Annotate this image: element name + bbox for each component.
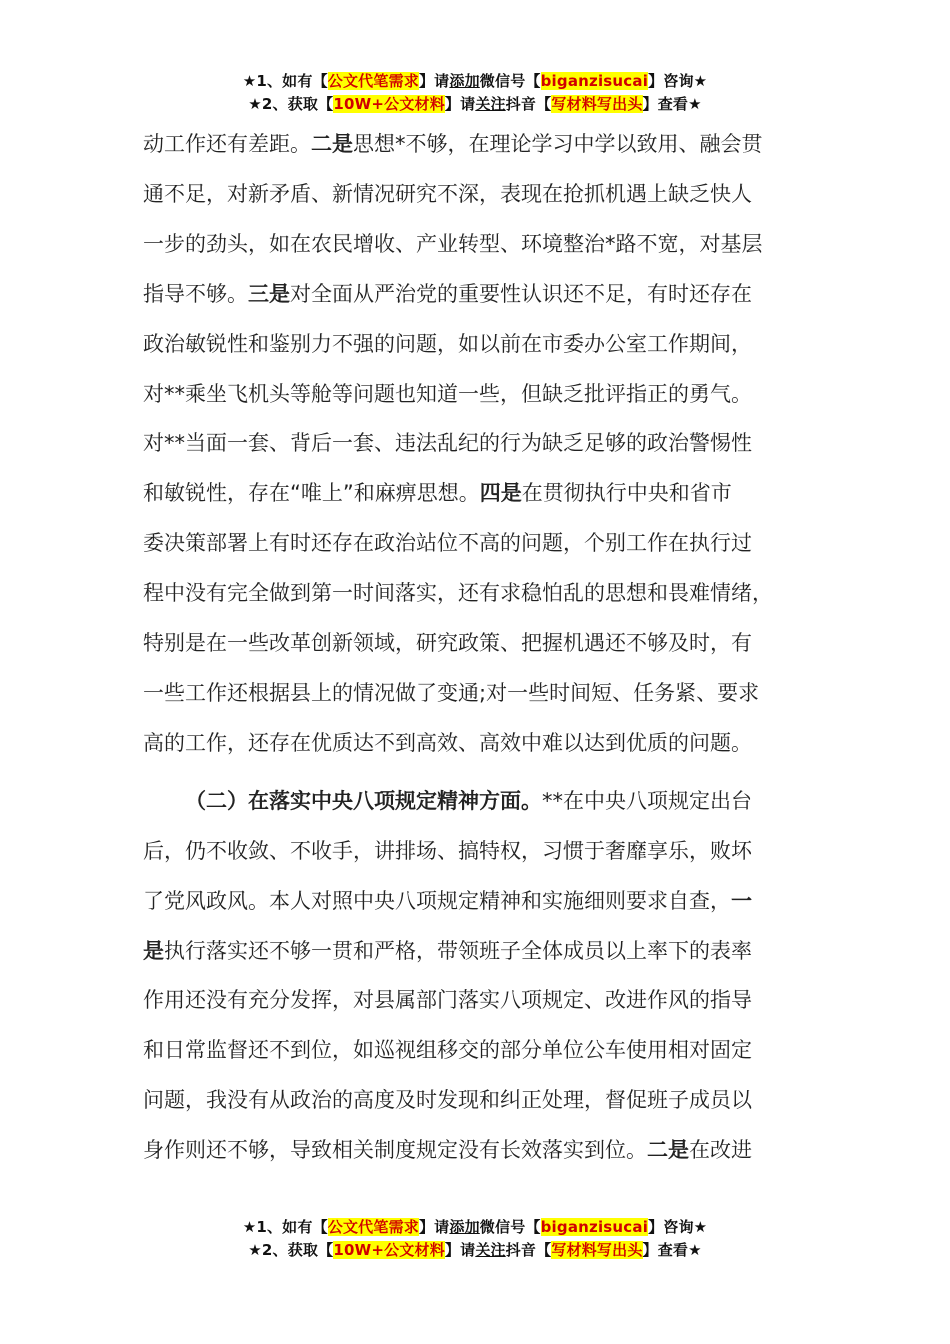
text-run: 了党风政风。本人对照中央八项规定精神和实施细则要求自查， — [143, 888, 731, 913]
banner-highlight: 公文代笔需求 — [327, 72, 419, 90]
text-run: 思想*不够，在理论学习中学以致用、融会贯 — [353, 132, 763, 156]
banner-highlight: 公文代笔需求 — [327, 1218, 419, 1236]
banner-highlight: 10W+公文材料 — [333, 95, 445, 113]
text-run: 在改进 — [689, 1138, 752, 1163]
text-line: 对**乘坐飞机头等舱等问题也知道一些，但缺乏批评指正的勇气。 — [143, 381, 752, 406]
text-line: 和日常监督还不到位，如巡视组移交的部分单位公车使用相对固定 — [143, 1038, 752, 1063]
text-line: 一些工作还根据县上的情况做了变通;对一些时间短、任务紧、要求 — [143, 680, 760, 705]
banner-highlight: 写材料写出头 — [551, 95, 643, 113]
text-line — [143, 777, 823, 827]
text-line: 后，仍不收敛、不收手，讲排场、搞特权，习惯于奢靡享乐，败坏 — [143, 838, 752, 863]
text-line: 政治敏锐性和鉴别力不强的问题，如以前在市委办公室工作期间， — [143, 331, 752, 356]
banner-text: ★2、获取【 — [248, 95, 334, 113]
banner-highlight: 10W+公文材料 — [333, 1241, 445, 1259]
banner-underlined: 添加 — [449, 1218, 480, 1236]
text-run: **在中央八项规定出台 — [542, 788, 752, 813]
text-line: 通不足，对新矛盾、新情况研究不深，表现在抢抓机遇上缺乏快人 — [143, 181, 752, 206]
banner-text: 】请 — [418, 1218, 450, 1236]
banner-text: 抖音【 — [505, 1241, 552, 1259]
banner-text: 】请 — [444, 95, 476, 113]
banner-text: 】查看★ — [642, 95, 702, 113]
text-line — [143, 1126, 823, 1176]
banner-line-2 — [0, 93, 950, 116]
banner-text: 】请 — [418, 72, 450, 90]
text-line — [143, 877, 823, 927]
text-line — [143, 927, 823, 977]
bold-run: 一 — [731, 888, 752, 913]
banner-underlined: 关注 — [475, 95, 506, 113]
banner-text: 】咨询★ — [648, 72, 708, 90]
paragraph-2 — [143, 777, 823, 1176]
banner-highlight: 写材料写出头 — [551, 1241, 643, 1259]
banner-underlined: 关注 — [475, 1241, 506, 1259]
text-run: 指导不够。 — [143, 281, 248, 306]
paragraph-1 — [143, 120, 823, 769]
banner-highlight: biganzisucai — [540, 72, 649, 90]
banner-text: 微信号【 — [479, 72, 541, 90]
bold-run: 四是 — [479, 481, 522, 506]
text-run: 身作则还不够，导致相关制度规定没有长效落实到位。 — [143, 1138, 647, 1163]
header-banner — [0, 70, 950, 116]
banner-text: 】查看★ — [642, 1241, 702, 1259]
text-line — [143, 270, 823, 320]
banner-text: 】请 — [444, 1241, 476, 1259]
bold-run: 是 — [143, 938, 164, 963]
text-line: 委决策部署上有时还存在政治站位不高的问题，个别工作在执行过 — [143, 531, 752, 556]
text-line: 特别是在一些改革创新领域，研究政策、把握机遇还不够及时，有 — [143, 631, 752, 656]
footer-banner — [0, 1216, 950, 1262]
bold-run: 二是 — [647, 1138, 689, 1163]
banner-text: ★1、如有【 — [242, 72, 328, 90]
banner-text: ★2、获取【 — [248, 1241, 334, 1259]
text-run: 动工作还有差距。 — [143, 132, 311, 156]
text-line — [143, 120, 823, 170]
text-line: 一步的劲头，如在农民增收、产业转型、环境整治*路不宽，对基层 — [143, 231, 763, 256]
banner-underlined: 添加 — [449, 72, 480, 90]
text-line: 程中没有完全做到第一时间落实，还有求稳怕乱的思想和畏难情绪， — [143, 581, 773, 606]
banner-text: ★1、如有【 — [242, 1218, 328, 1236]
text-line: 作用还没有充分发挥，对县属部门落实八项规定、改进作风的指导 — [143, 988, 752, 1013]
text-run: 在贯彻执行中央和省市 — [521, 481, 732, 506]
text-line: 高的工作，还存在优质达不到高效、高效中难以达到优质的问题。 — [143, 730, 752, 755]
text-run: 执行落实还不够一贯和严格，带领班子全体成员以上率下的表率 — [164, 938, 752, 963]
banner-line-1 — [0, 70, 950, 93]
text-run: 对全面从严治党的重要性认识还不足，有时还存在 — [290, 281, 752, 306]
document-body — [143, 120, 823, 1176]
banner-text: 抖音【 — [505, 95, 552, 113]
banner-text: 微信号【 — [479, 1218, 541, 1236]
text-line: 对**当面一套、背后一套、违法乱纪的行为缺乏足够的政治警惕性 — [143, 431, 752, 456]
banner-line-2 — [0, 1239, 950, 1262]
bold-run: 二是 — [311, 132, 353, 156]
banner-highlight: biganzisucai — [540, 1218, 649, 1236]
banner-line-1 — [0, 1216, 950, 1239]
section-heading: （二）在落实中央八项规定精神方面。 — [185, 788, 542, 813]
banner-text: 】咨询★ — [648, 1218, 708, 1236]
text-line — [143, 469, 823, 519]
bold-run: 三是 — [248, 281, 290, 306]
text-run: 和敏锐性，存在“唯上”和麻痹思想。 — [143, 481, 480, 506]
text-line: 问题，我没有从政治的高度及时发现和纠正处理，督促班子成员以 — [143, 1088, 752, 1113]
